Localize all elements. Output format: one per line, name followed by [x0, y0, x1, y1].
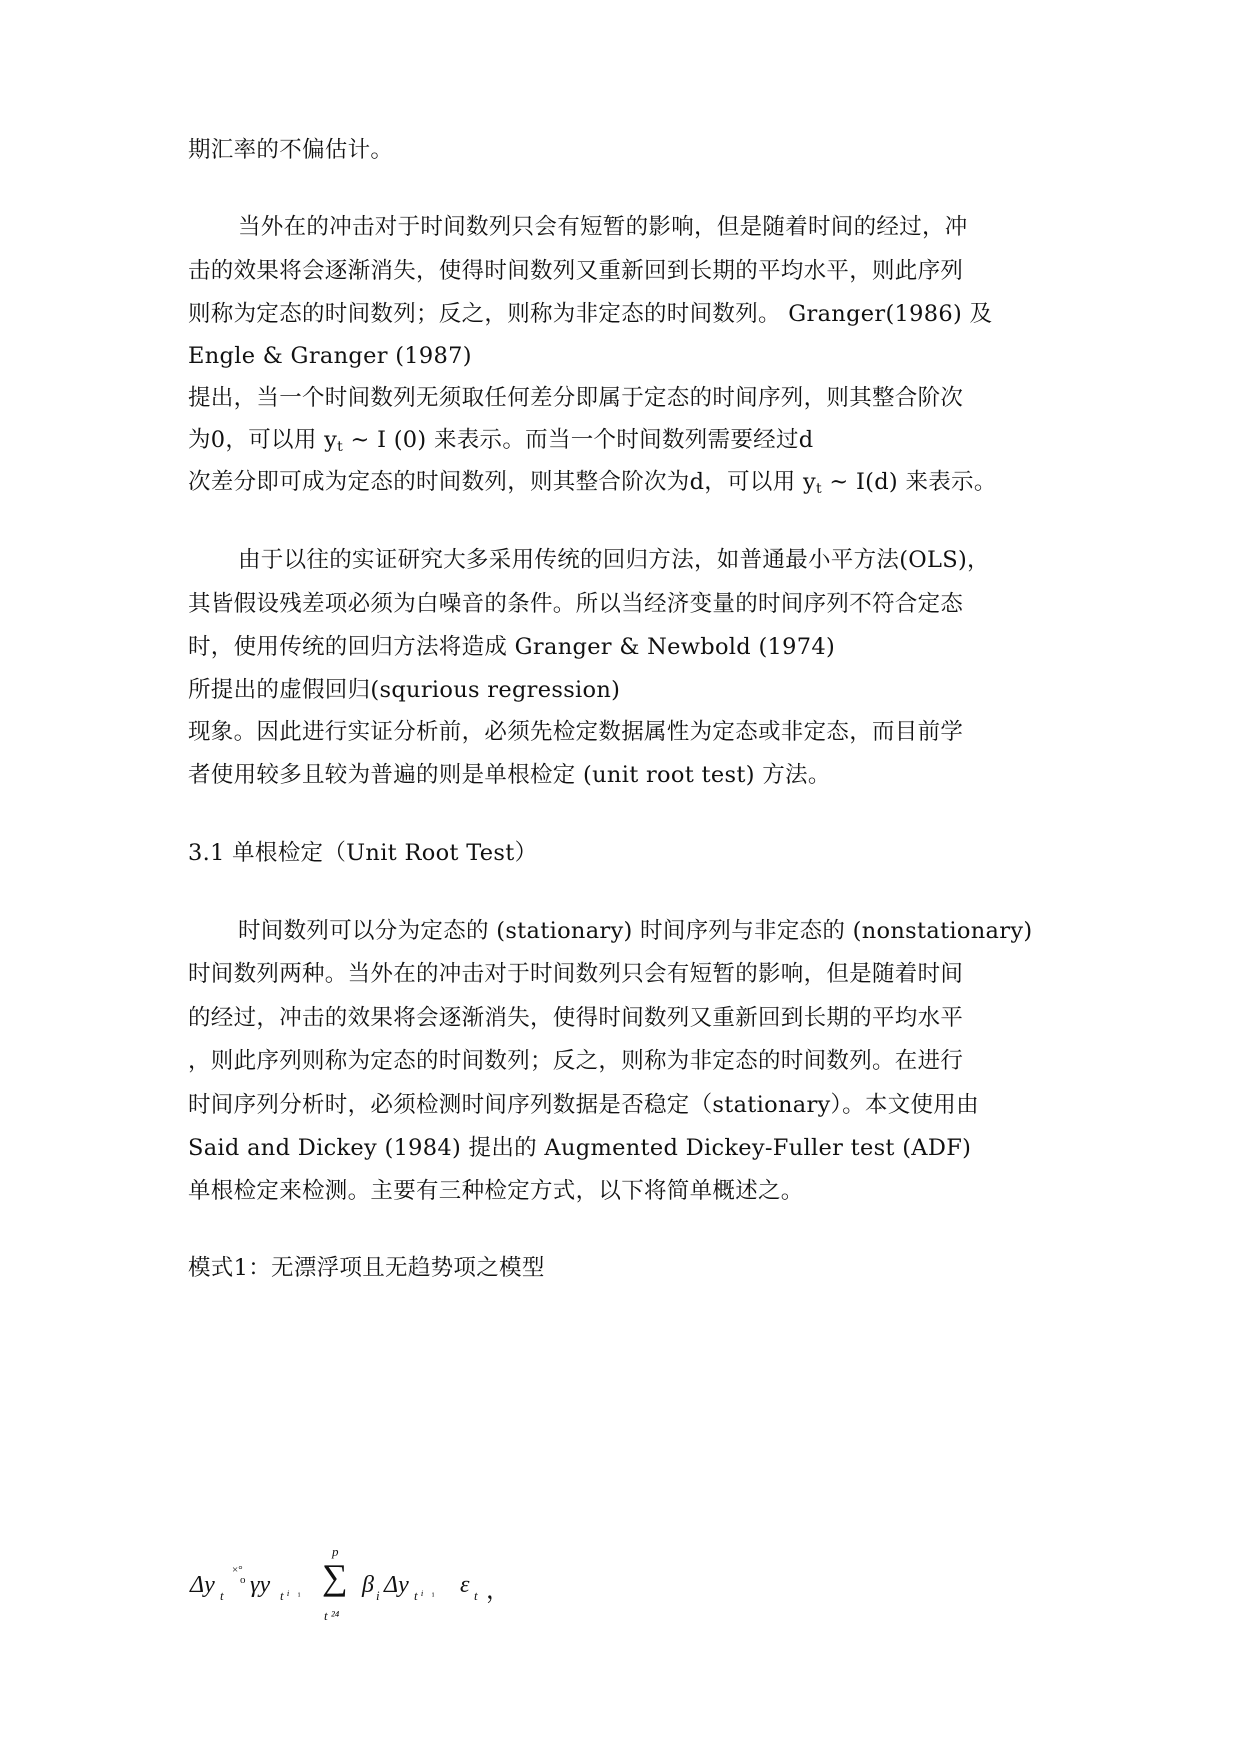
paragraph-line: 者使用较多且较为普遍的则是单根检定 (unit root test) 方法。: [188, 762, 831, 788]
paragraph-line: ，则此序列则称为定态的时间数列；反之，则称为非定态的时间数列。在进行: [188, 1048, 964, 1074]
formula-sub-t: t: [220, 1588, 224, 1603]
subscript-t: t: [337, 439, 344, 455]
paragraph-line: Said and Dickey (1984) 提出的 Augmented Dickey-Fuller test (ADF): [188, 1135, 972, 1161]
paragraph-line: [188, 467, 997, 504]
formula-gamma-y: γy: [250, 1572, 271, 1598]
model-heading: 模式1：无漂浮项且无趋势项之模型: [188, 1255, 545, 1281]
formula-glitch: ⁱ: [432, 1591, 435, 1603]
paragraph-line: 时，使用传统的回归方法将造成 Granger & Newbold (1974): [188, 634, 836, 660]
paragraph-line: 提出，当一个时间数列无须取任何差分即属于定态的时间序列，则其整合阶次: [188, 385, 964, 411]
paragraph-line: 时间数列可以分为定态的 (stationary) 时间序列与非定态的 (nonstationary): [238, 918, 1033, 944]
formula-sub-i: i: [376, 1588, 380, 1603]
formula-glitch: ⁱ: [298, 1591, 301, 1603]
formula-sum: ∑: [322, 1557, 348, 1597]
paragraph-line: 则称为定态的时间数列；反之，则称为非定态的时间数列。 Granger(1986) 及: [188, 301, 993, 327]
formula-sub-t-2: t ⁱ: [414, 1588, 424, 1603]
paragraph-line: 击的效果将会逐渐消失，使得时间数列又重新回到长期的平均水平，则此序列: [188, 258, 964, 284]
formula-glitch: o: [240, 1574, 246, 1586]
subscript-t: t: [815, 481, 822, 497]
paragraph-line: [188, 425, 813, 462]
formula-sum-top: p: [332, 1544, 339, 1559]
paragraph-line: 单根检定来检测。主要有三种检定方式，以下将简单概述之。: [188, 1178, 804, 1204]
line-text: 为0，可以用 y: [188, 427, 338, 453]
formula-delta-y2: Δy: [384, 1572, 409, 1598]
formula-trailing-comma: ，: [486, 1578, 510, 1604]
formula-sub-t-3: t: [474, 1588, 478, 1603]
formula-beta: β: [362, 1572, 374, 1598]
paragraph-line: 的经过，冲击的效果将会逐渐消失，使得时间数列又重新回到长期的平均水平: [188, 1005, 964, 1031]
paragraph-line: 期汇率的不偏估计。: [188, 137, 394, 163]
formula-delta-y: Δy: [190, 1572, 215, 1598]
paragraph-line: 时间序列分析时，必须检测时间序列数据是否稳定（stationary）。本文使用由: [188, 1092, 979, 1118]
line-text: ~ I (0) 来表示。而当一个时间数列需要经过d: [343, 427, 814, 453]
adf-formula: [190, 1544, 890, 1640]
line-text: 次差分即可成为定态的时间数列，则其整合阶次为d，可以用 y: [188, 469, 816, 495]
formula-glitch: ×°: [232, 1564, 243, 1576]
formula-sub-t-1: t ⁱ: [280, 1588, 290, 1603]
paragraph-line: 其皆假设残差项必须为白噪音的条件。所以当经济变量的时间序列不符合定态: [188, 591, 964, 617]
section-heading: 3.1 单根检定（Unit Root Test）: [188, 840, 538, 866]
formula-epsilon: ε: [460, 1572, 470, 1598]
paragraph-line: 现象。因此进行实证分析前，必须先检定数据属性为定态或非定态，而目前学: [188, 719, 964, 745]
formula-sum-bottom: t ²⁴: [324, 1608, 340, 1623]
paragraph-line: 当外在的冲击对于时间数列只会有短暂的影响，但是随着时间的经过，冲: [238, 214, 968, 240]
line-text: ~ I(d) 来表示。: [821, 469, 997, 495]
paragraph-line: 由于以往的实证研究大多采用传统的回归方法，如普通最小平方法(OLS)，: [238, 547, 990, 573]
paragraph-line: Engle & Granger (1987): [188, 343, 472, 369]
paragraph-line: 所提出的虚假回归(squrious regression): [188, 677, 621, 703]
paragraph-line: 时间数列两种。当外在的冲击对于时间数列只会有短暂的影响，但是随着时间: [188, 961, 964, 987]
